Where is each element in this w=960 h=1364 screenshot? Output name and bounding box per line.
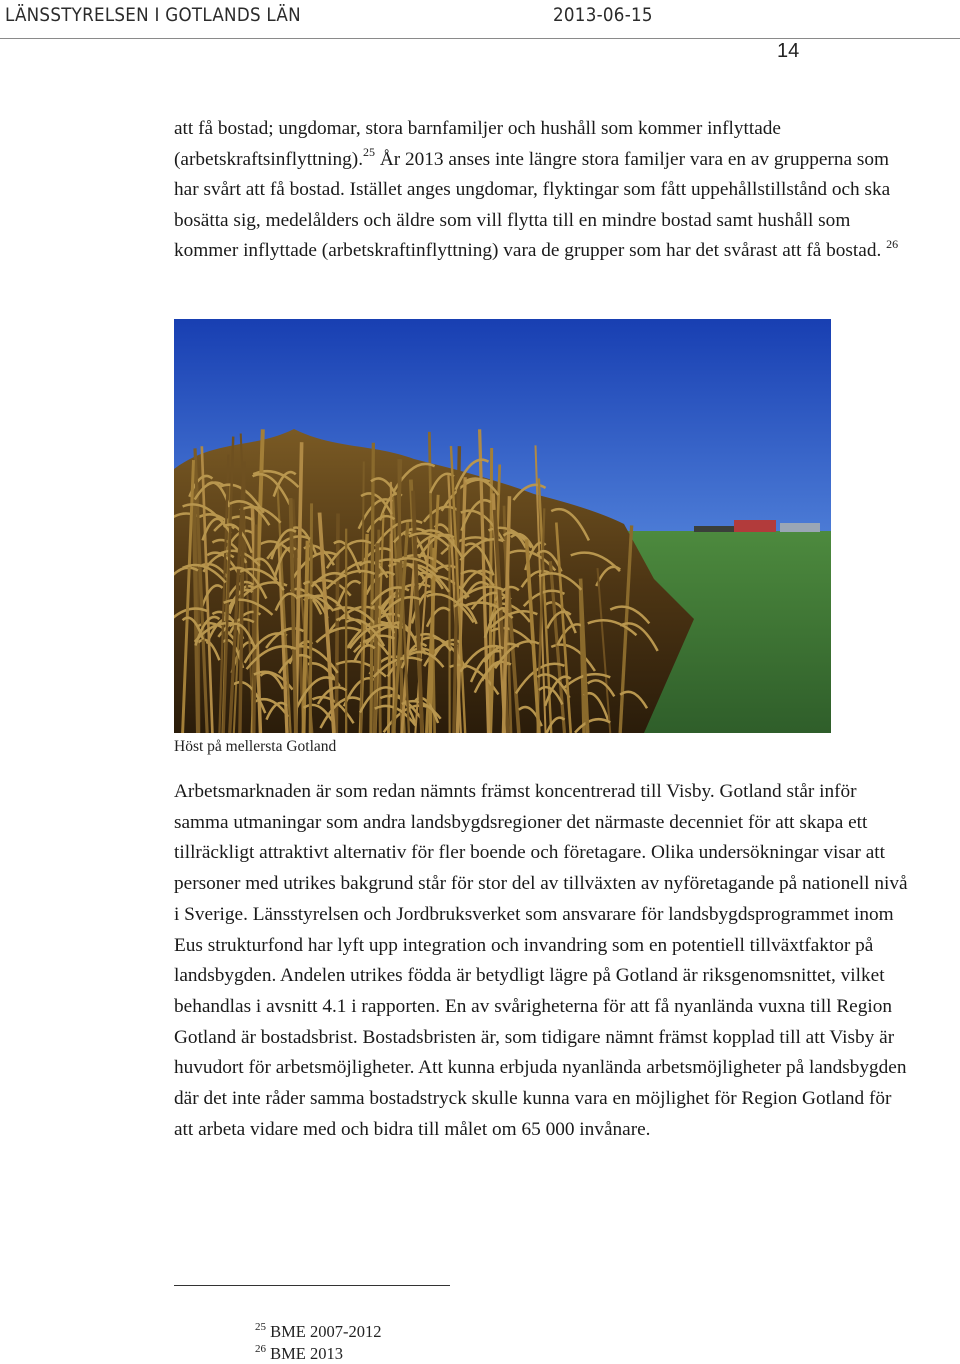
footnote-number: 26 <box>255 1343 266 1355</box>
cornfield-photo <box>174 319 831 733</box>
photo-caption: Höst på mellersta Gotland <box>174 738 336 756</box>
cornfield-illustration <box>174 319 831 733</box>
footnote-number: 25 <box>255 1321 266 1333</box>
header-date: 2013-06-15 <box>553 4 653 26</box>
page-header <box>0 2 960 38</box>
paragraph1-text-b: År 2013 anses inte längre stora familjer vara en av grupperna som har svårt att få bostad. Istället anges ungdomar, flyktingar som fått uppehållstillstånd och ska bosätta sig, medelålders och äldre som vill flytta till en mindre bostad samt hushåll som kommer inflyttade (arbetskraftinflyttning) vara de grupper som har det svårast att få bostad. <box>174 149 890 262</box>
corn-stalk <box>375 543 377 733</box>
distant-barn <box>734 520 776 532</box>
distant-treeline <box>694 526 734 532</box>
footnote-ref-25[interactable]: 25 <box>363 145 375 159</box>
header-divider <box>0 38 960 39</box>
paragraph1-text-a: att få bostad; ungdomar, stora barnfamiljer och hushåll som kommer inflyttade (arbetskraftsinflyttning). <box>174 118 781 170</box>
page-number: 14 <box>777 40 799 63</box>
header-organization: LÄNSSTYRELSEN I GOTLANDS LÄN <box>5 4 301 26</box>
footnote-divider <box>174 1285 450 1286</box>
distant-building <box>780 523 820 532</box>
footnote-text: BME 2007-2012 <box>266 1322 382 1341</box>
paragraph-housing-groups <box>174 114 914 267</box>
corn-stalk <box>336 513 338 733</box>
footnote-25 <box>255 1322 382 1342</box>
corn-stalk <box>254 525 256 733</box>
paragraph-labour-market: Arbetsmarknaden är som redan nämnts främst koncentrerad till Visby. Gotland står inför samma utmaningar som andra landsbygdsregioner det närmaste decenniet för att skapa ett tillräckligt attraktivt alternativ för fler boende och företagare. Olika undersökningar visar att personer med utrikes bakgrund står för stor del av tillväxten av nyföretagande på nationell nivå i Sverige. Länsstyrelsen och Jordbruksverket som ansvarare för landsbygdsprogrammet inom Eus strukturfond har lyft upp integration och invandring som en potentiell tillväxtfaktor på landsbygden. Andelen utrikes födda är betydligt lägre på Gotland är riksgenomsnittet, vilket behandlas i avsnitt 4.1 i rapporten. En av svårigheterna för att få nyanlända vuxna till Region Gotland är bostadsbrist. Bostadsbristen är, som tidigare nämnt främst kopplad till att Visby är huvudort för arbetsmöjligheter. Att kunna erbjuda nyanlända arbetsmöjligheter på landsbygden där det inte råder samma bostadstryck skulle kunna vara en möjlighet för Region Gotland för att arbeta vidare med och bidra till målet om 65 000 invånare. <box>174 777 914 1145</box>
footnote-ref-26[interactable]: 26 <box>886 237 898 251</box>
footnote-text: BME 2013 <box>266 1344 343 1363</box>
footnote-26 <box>255 1344 343 1364</box>
